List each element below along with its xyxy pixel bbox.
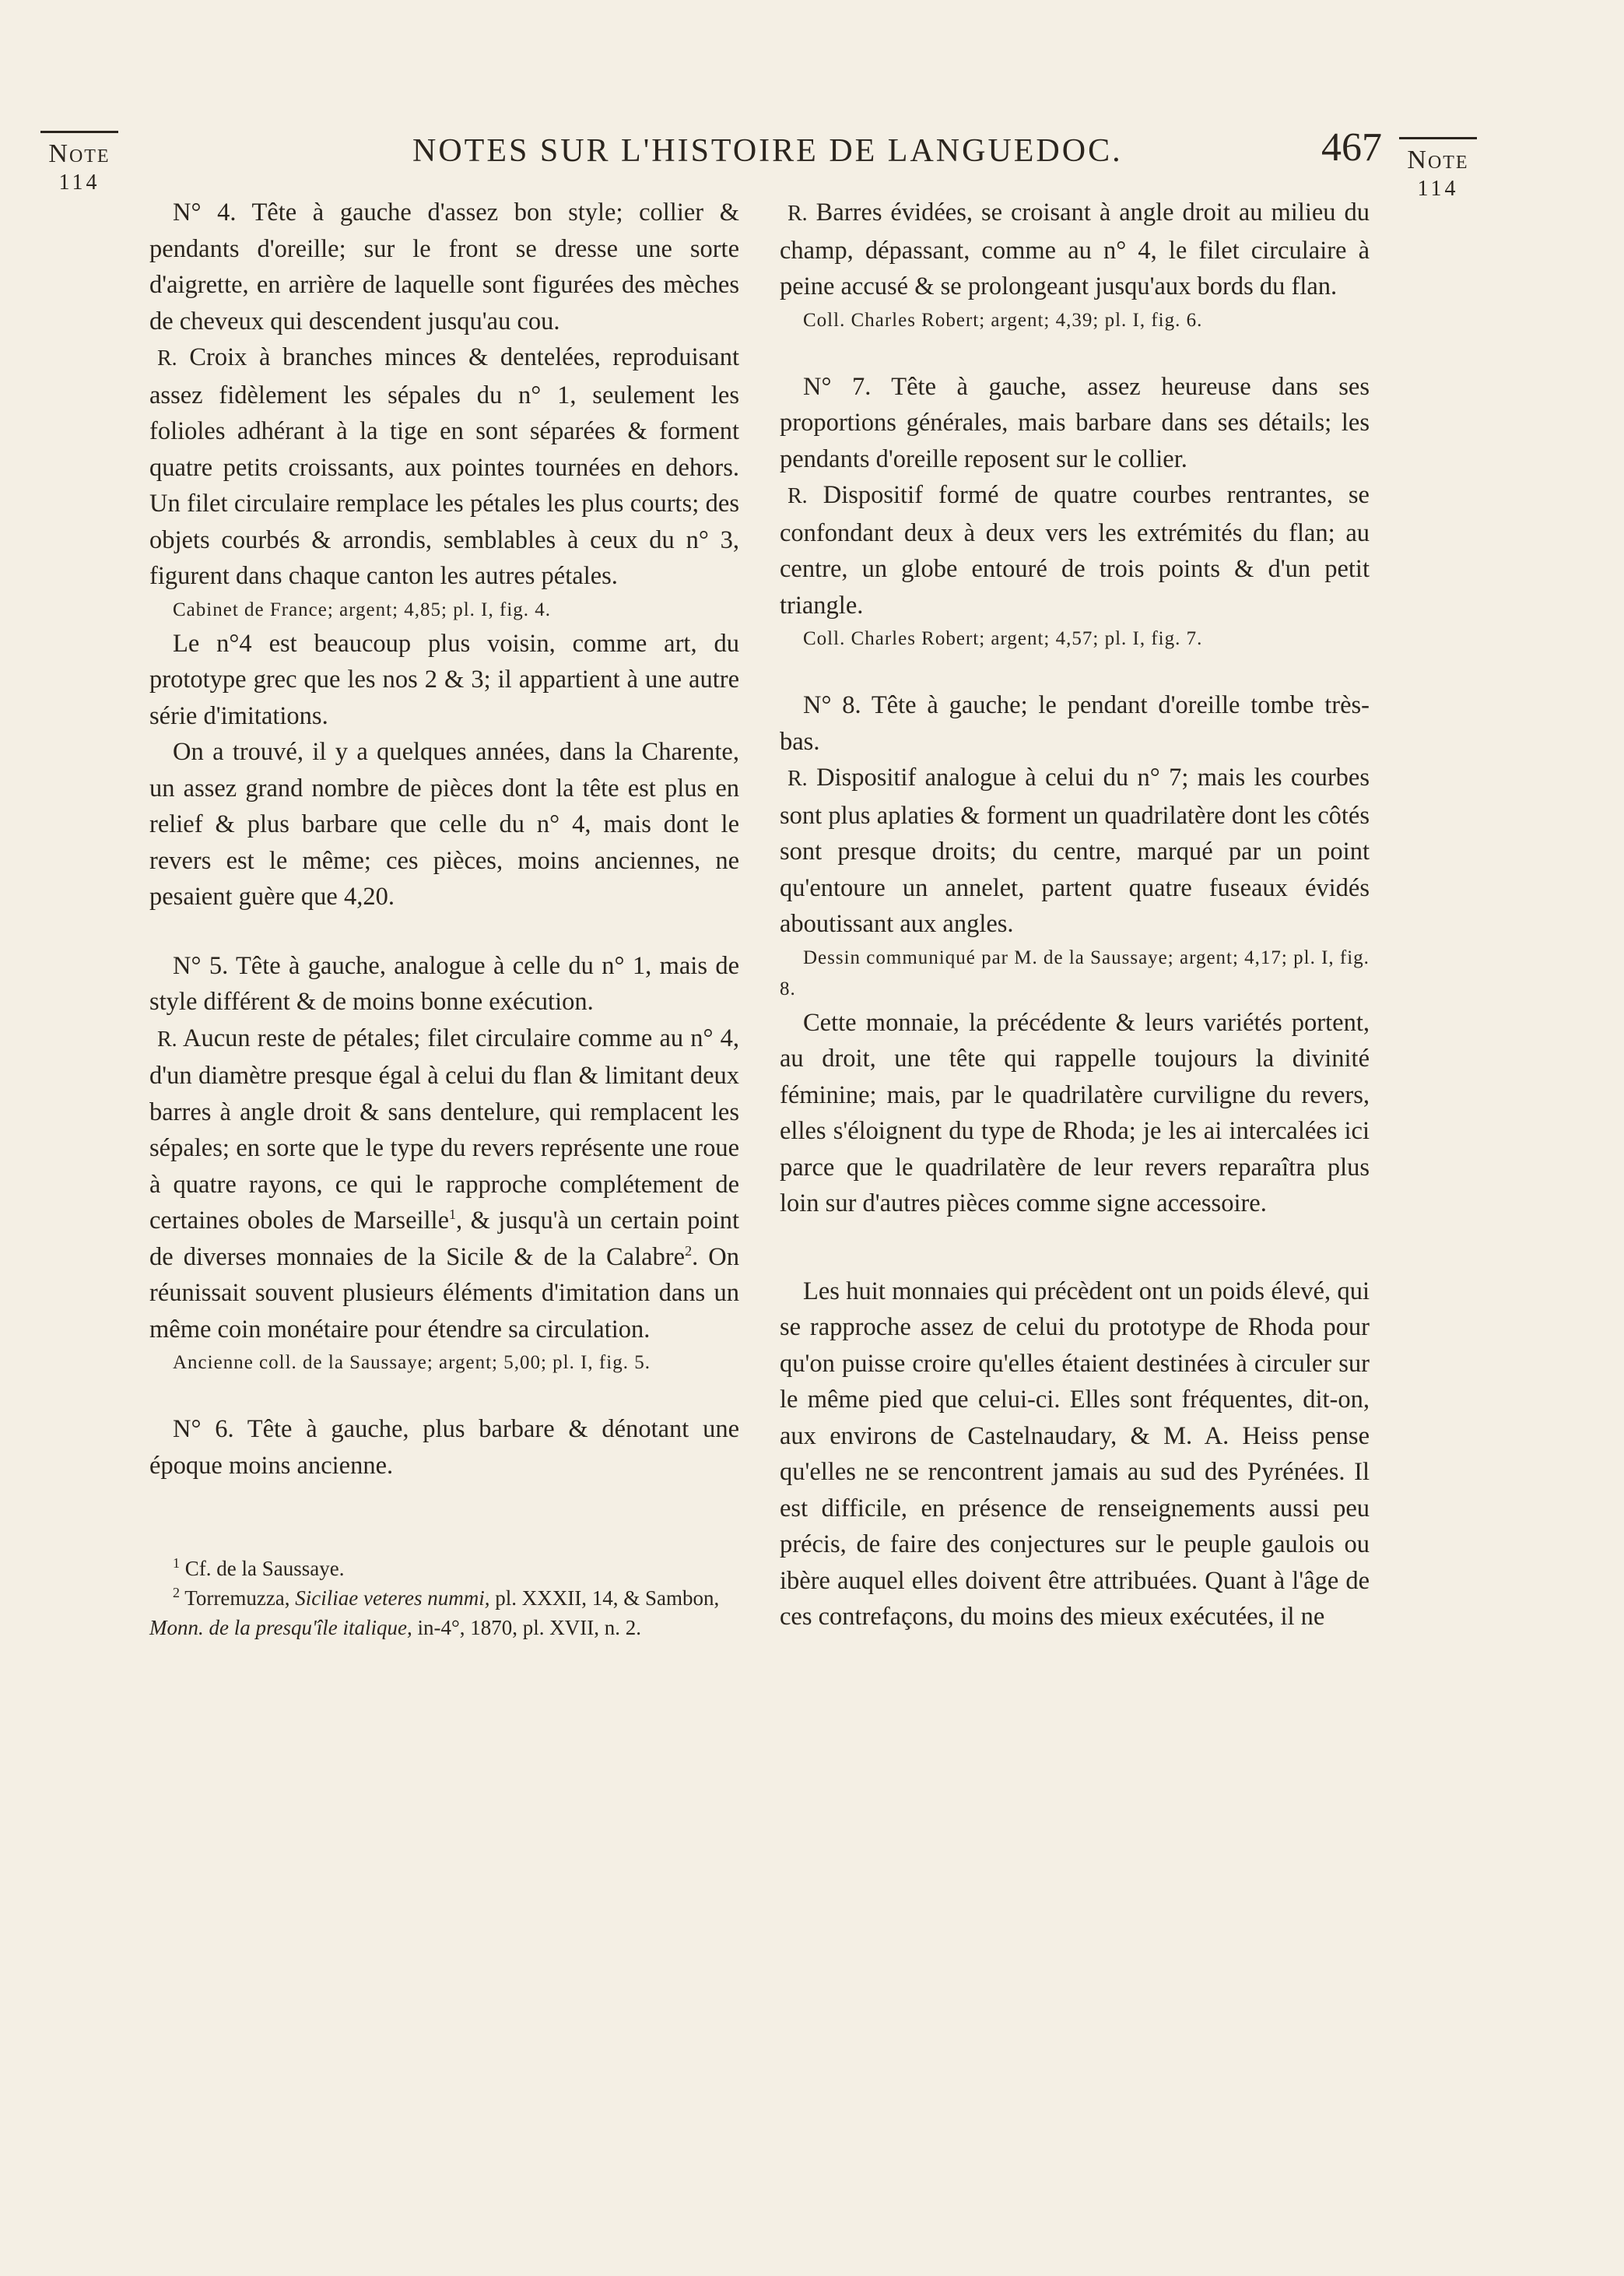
reverse-text: . On réunissait souvent plusieurs éléments d'imitation dans un même coin monétaire pour étendre sa circulation.: [149, 1242, 739, 1343]
coin-entry-6-reverse: [780, 195, 1370, 305]
reverse-text: Aucun reste de pétales; filet circulaire comme au n° 4, d'un diamètre presque égal à celui du flan & limitant deux barres à angle droit & sans dentelure, qui remplacent les sépales; en sorte que le type du revers représente une roue à quatre rayons, ce qui le rapproche complétement de certaines oboles de Marseille: [149, 1024, 739, 1235]
reverse-text: Barres évidées, se croisant à angle droit au milieu du champ, dépassant, comme au n° 4, le filet circulaire à peine accusé & se prolongeant jusqu'aux bords du flan.: [780, 198, 1370, 300]
reverse-text: Croix à branches minces & dentelées, reproduisant assez fidèlement les sépales du n° 1, seulement les folioles adhérant à la tige en sont séparées & forment quatre petits croissants, aux pointes tournées en dehors. Un filet circulaire remplace les pétales les plus courts; des objets courbés & arrondis, semblables à ceux du n° 3, figurent dans chaque canton les autres pétales.: [149, 343, 739, 590]
margin-note-number: 114: [58, 170, 100, 195]
coin-entry-8-citation: Dessin communiqué par M. de la Saussaye; argent; 4,17; pl. I, fig. 8.: [780, 947, 1370, 999]
coin-entry-5-citation: Ancienne coll. de la Saussaye; argent; 5,00; pl. I, fig. 5.: [173, 1352, 651, 1373]
coin-entry-5-reverse: [149, 1020, 739, 1348]
page-header: [0, 125, 1624, 179]
running-title: NOTES SUR L'HISTOIRE DE LANGUEDOC.: [412, 133, 1123, 169]
footnotes: [149, 1554, 739, 1642]
margin-note-right: [1399, 137, 1477, 203]
footnote-work-title: Siciliae veteres nummi,: [295, 1586, 490, 1610]
margin-note-left: [40, 131, 118, 197]
reverse-marker: R.: [787, 202, 808, 226]
footnote-ref: 2: [685, 1242, 693, 1259]
page-number: 467: [1321, 125, 1382, 170]
commentary-paragraph: Le n°4 est beaucoup plus voisin, comme art, du prototype grec que les nos 2 & 3; il appartient à une autre série d'imitations.: [149, 629, 739, 730]
reverse-marker: R.: [157, 346, 177, 371]
coin-entry-7-reverse: [780, 477, 1370, 623]
left-column: [149, 195, 739, 1642]
reverse-marker: R.: [787, 484, 808, 508]
reverse-marker: R.: [787, 767, 808, 791]
reverse-text: Dispositif formé de quatre courbes rentrantes, se confondant deux à deux vers les extrémités du flan; au centre, un globe entouré de trois points & d'un petit triangle.: [780, 481, 1370, 620]
coin-entry-5-obverse: N° 5. Tête à gauche, analogue à celle du n° 1, mais de style différent & de moins bonne exécution.: [149, 951, 739, 1016]
coin-entry-8-reverse: [780, 760, 1370, 943]
margin-rule: [1399, 137, 1477, 139]
footnote-marker: 2: [173, 1585, 180, 1600]
footnote-2: [149, 1583, 739, 1642]
margin-rule: [40, 131, 118, 133]
margin-note-label: Note: [48, 139, 110, 168]
reverse-marker: R.: [157, 1027, 177, 1052]
footnote-work-title: Monn. de la presqu'île italique,: [149, 1616, 412, 1639]
reverse-text: , & jusqu'à un certain point de diverses monnaies de la Sicile & de la Calabre: [149, 1206, 739, 1271]
coin-entry-4-reverse: [149, 339, 739, 595]
margin-note-number: 114: [1417, 177, 1459, 201]
footnote-1: [149, 1554, 739, 1583]
footnote-text: pl. XXXII, 14, & Sambon,: [489, 1586, 720, 1610]
footnote-text: Cf. de la Saussaye.: [184, 1557, 345, 1580]
margin-note-label: Note: [1407, 146, 1469, 174]
footnote-text: in-4°, 1870, pl. XVII, n. 2.: [412, 1616, 642, 1639]
coin-entry-4-citation: Cabinet de France; argent; 4,85; pl. I, fig. 4.: [173, 599, 552, 620]
footnote-text: Torremuzza,: [184, 1586, 296, 1610]
commentary-paragraph: On a trouvé, il y a quelques années, dans la Charente, un assez grand nombre de pièces dont la tête est plus en relief & plus barbare que celle du n° 4, mais dont le revers est le même; ces pièces, moins anciennes, ne pesaient guère que 4,20.: [149, 738, 739, 911]
coin-entry-8-obverse: N° 8. Tête à gauche; le pendant d'oreille tombe très-bas.: [780, 691, 1370, 756]
coin-entry-6-obverse: N° 6. Tête à gauche, plus barbare & dénotant une époque moins ancienne.: [149, 1415, 739, 1480]
footnote-ref: 1: [449, 1206, 457, 1223]
footnote-marker: 1: [173, 1555, 180, 1571]
coin-entry-6-citation: Coll. Charles Robert; argent; 4,39; pl. I, fig. 6.: [803, 309, 1203, 331]
commentary-paragraph: Les huit monnaies qui précèdent ont un poids élevé, qui se rapproche assez de celui du prototype de Rhoda pour qu'on puisse croire qu'elles étaient destinées à circuler sur le même pied que celui-ci. Elles sont fréquentes, dit-on, aux environs de Castelnaudary, & M. A. Heiss pense qu'elles ne se rencontrent jamais au sud des Pyrénées. Il est difficile, en présence de renseignements aussi peu précis, de faire des conjectures sur le peuple gaulois ou ibère auquel elles doivent être attribuées. Quant à l'âge de ces contrefaçons, du moins des mieux exécutées, il ne: [780, 1277, 1370, 1631]
coin-entry-4-obverse: N° 4. Tête à gauche d'assez bon style; collier & pendants d'oreille; sur le front se dresse une sorte d'aigrette, en arrière de laquelle sont figurées des mèches de cheveux qui descendent jusqu'au cou.: [149, 198, 739, 335]
coin-entry-7-citation: Coll. Charles Robert; argent; 4,57; pl. I, fig. 7.: [803, 628, 1203, 649]
reverse-text: Dispositif analogue à celui du n° 7; mais les courbes sont plus aplaties & forment un quadrilatère dont les côtés sont presque droits; du centre, marqué par un point qu'entoure un annelet, partent quatre fuseaux évidés aboutissant aux angles.: [780, 764, 1370, 938]
right-column: [780, 195, 1370, 1635]
coin-entry-7-obverse: N° 7. Tête à gauche, assez heureuse dans ses proportions générales, mais barbare dans ses détails; les pendants d'oreille reposent sur le collier.: [780, 372, 1370, 473]
commentary-paragraph: Cette monnaie, la précédente & leurs variétés portent, au droit, une tête qui rappelle toujours la divinité féminine; mais, par le quadrilatère curviligne du revers, elles s'éloignent du type de Rhoda; je les ai intercalées ici parce que le quadrilatère de leur revers reparaîtra plus loin sur d'autres pièces comme signe accessoire.: [780, 1008, 1370, 1217]
